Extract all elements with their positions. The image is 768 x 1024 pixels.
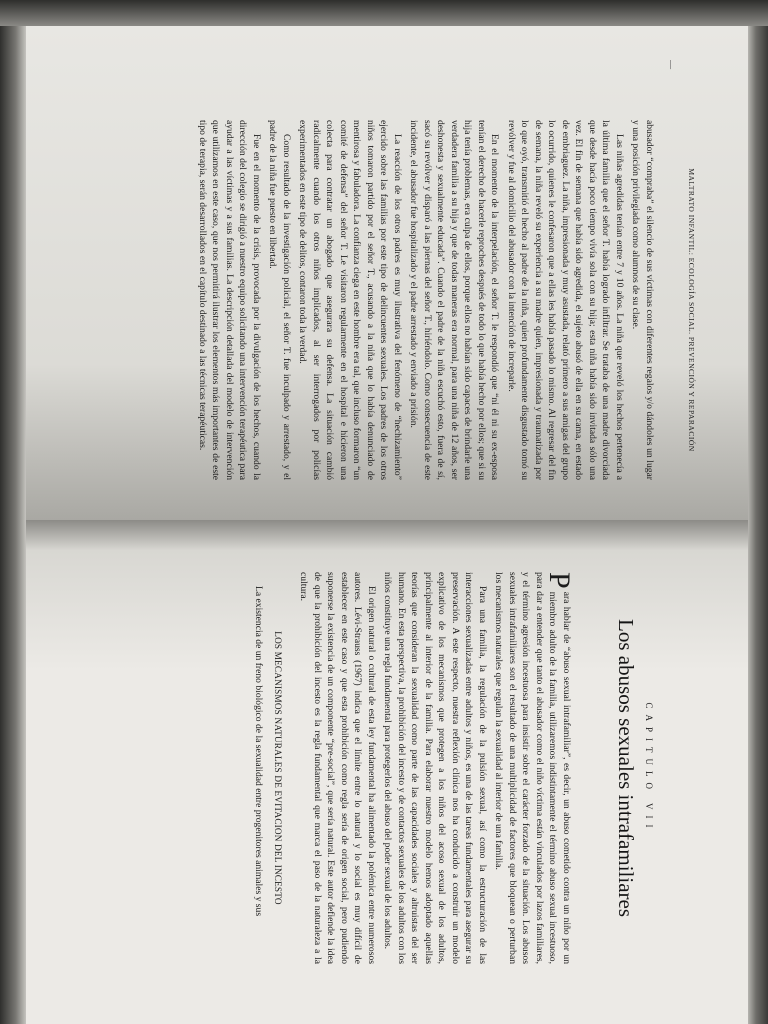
chapter-title: Los abusos sexuales intrafamiliares xyxy=(614,619,638,917)
left-paragraph: Las niñas agredidas tenían entre 7 y 10 años. La niña que reveló los hechos pertenecía a la última familia que el señor T. había logrado infiltrar. Se trataba de una madre divorciada que desde hacía poco tiempo vivía sola con su hija; esta niña había sido invitada sólo una vez. El fin de semana que había sido agredida, el sujeto abusó de ella en su cama, en estado de embriaguez. La niña, impresionada y muy asustada, relató primero a sus amigas del grupo lo ocurrido, quienes le confesaron que a ellas les había pasado lo mismo. Al regresar del fin de semana, la niña reveló su experiencia a su madre quien, impresionada y traumatizada por lo que oyó, transmitió el hecho al padre de la niña, quien profundamente disgustado tomó su revólver y fue al domicilio del abusador con la intención de increparle. xyxy=(506,120,625,480)
opening-text: ara hablar de “abuso sexual intrafamiliar”, es decir, un abuso cometido contra un niño por un miembro adulto de la familia, utilizaremos indistintamente el término abuso sexual incestuoso, para dar a entender que tanto el abusador como el niño víctima están vinculados por lazos familiares, y el término agresión incestuosa para insistir sobre el carácter forzado de la situación. Los abusos sexuales intrafamiliares son el resultado de una multiplicidad de factores que bloquean o perturban los mecanismos naturales que regulan la sexualidad al interior de una familia. xyxy=(493,572,572,964)
right-paragraph: La existencia de un freno biológico de la sexualidad entre progenitores animales y sus xyxy=(253,586,264,917)
scan-left-edge xyxy=(0,0,768,26)
running-head: MALTRATO INFANTIL: ECOLOGÍA SOCIAL. PREVENCIÓN Y REPARACIÓN xyxy=(687,168,696,452)
margin-mark: — xyxy=(666,60,676,69)
right-paragraph: Para una familia, la regulación de la pulsión sexual, así como la estructuración de las interacciones sexualizadas entre adultos y niños, es una de las tareas fundamentales para asegurar su preservación. A este respecto, nuestra reflexión clínica nos ha conducido a construir un modelo explicativo de los mecanismos que protegen a los niños del acoso sexual de los adultos, principalmente al interior de la familia. Para elaborar nuestro modelo hemos adoptado aquellas teorías que consideran la sexualidad como parte de las capacidades sociales y altruistas del ser humano. En esta perspectiva, la prohibición del incesto y de contactos sexuales de los adultos con los niños constituye una regla fundamental para protegerlos del abuso del poder sexual de los adultos. xyxy=(382,572,488,964)
left-paragraph: Fue en el momento de la crisis, provocada por la divulgación de los hechos, cuando la dirección del colegio se dirigió a nuestro equipo solicitando una intervención terapéutica para ayudar a las víctimas y a sus familias. La descripción detallada del modelo de intervención que utilizamos en este caso, que nos permitirá ilustrar los elementos más importantes de este tipo de terapia, serán desarrollados en el capítulo destinado a las técnicas terapéuticas. xyxy=(197,120,262,480)
drop-cap: P xyxy=(543,572,576,589)
right-paragraph: El origen natural o cultural de esta ley fundamental ha alimentado la polémica entre numerosos autores. Lévi-Strauss (1967) indica que el límite entre lo natural y lo social es muy difícil de establecer en este caso y que esta prohibición como regla sería de origen social, pero pudiendo suponerse la existencia de un componente “pre-social”, que sería natural. Este autor defiende la idea de que la prohibición del incesto es la regla fundamental que marca el paso de la naturaleza a la cultura. xyxy=(298,572,377,964)
left-paragraph: abusador “compraba” el silencio de sus víctimas con diferentes regalos y/o dándoles un lugar y una posición privilegiada como alumnos de su clase. xyxy=(630,120,655,480)
left-paragraph: En el momento de la interpelación, el señor T. le respondió que “ni él ni su ex-esposa tenían el derecho de hacerle reproches después de todo lo que había hecho por ellos; que si su hija tenía problemas, era culpa de ellos, porque ellos no habían sido capaces de brindarle una verdadera familia a su hija y que de todas maneras era normal, para una niña de 12 años, ser deshonesta y sexualmente educada”. Cuando el padre de la niña escuchó esto, fuera de sí, sacó su revólver y disparó a las piernas del señor T., hiriéndolo. Como consecuencia de este incidente, el abusador fue hospitalizado y el padre arrestado y enviado a prisión. xyxy=(408,120,501,480)
right-page xyxy=(0,520,768,1024)
section-heading: LOS MECANISMOS NATURALES DE EVITACION DEL INCESTO xyxy=(273,631,283,905)
right-paragraph-opening xyxy=(492,572,576,964)
scan-bottom-edge xyxy=(0,0,26,1024)
chapter-label: CAPITULO VII xyxy=(644,702,654,834)
left-paragraph: Como resultado de la investigación policial, el señor T. fue inculpado y arrestado, y el padre de la niña fue puesto en libertad. xyxy=(267,120,292,480)
left-paragraph: La reacción de los otros padres es muy ilustrativa del fenómeno de “hechizamiento” ejercido sobre las familias por este tipo de delincuentes sexuales. Los padres de los otros niños tomaron partido por el señor T., acusando a la niña que lo había denunciado de mentirosa y fabuladora. La confianza ciega en este hombre era tal, que incluso formaron “un comité de defensa” del señor T. Le visitaron regularmente en el hospital e hicieron una colecta para contratar un abogado que asegurara su defensa. La situación cambió radicalmente cuando los otros niños implicados, al ser interrogados por policías experimentados en este tipo de delitos, contaron toda la verdad. xyxy=(297,120,403,480)
scan-top-edge xyxy=(748,0,768,1024)
